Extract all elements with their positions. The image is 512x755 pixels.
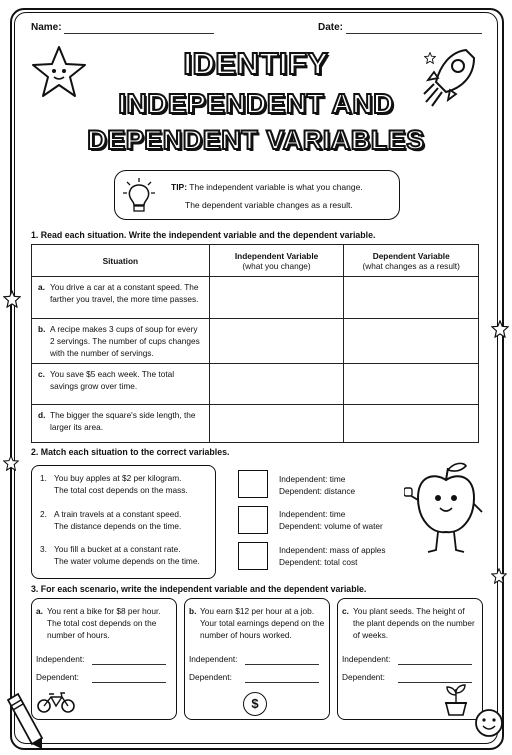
row-text: You drive a car at a constant speed. The farther you travel, the more time passes. [50, 282, 199, 304]
pencil-icon [2, 692, 46, 750]
star-icon [491, 320, 509, 338]
section-1-heading: 1. Read each situation. Write the independent variable and the dependent variable. [31, 230, 376, 240]
dependent-answer-line[interactable] [92, 682, 166, 683]
row-text: The bigger the square's side length, the larger its area. [50, 410, 196, 432]
item-line: You buy apples at $2 per kilogram. [54, 473, 182, 483]
name-field[interactable] [64, 33, 214, 34]
option-dependent: Dependent: volume of water [279, 521, 383, 531]
scenario-card [184, 598, 330, 720]
row-letter: d. [38, 410, 46, 420]
card-text: You plant seeds. The height of the plant depends on the number of weeks. [353, 606, 475, 640]
item-num: 2. [40, 509, 47, 519]
item-line: A train travels at a constant speed. [54, 509, 182, 519]
star-icon [3, 290, 21, 308]
match-item [40, 508, 212, 532]
table-row [32, 319, 479, 364]
item-line: The water volume depends on the time. [54, 556, 200, 566]
tip-label: TIP: [171, 182, 188, 192]
tip-line-2: The dependent variable changes as a result. [185, 200, 353, 210]
row-text: A recipe makes 3 cups of soup for every 2 servings. The number of cups changes with the number of servings. [50, 324, 200, 358]
section-3-heading: 3. For each scenario, write the independent variable and the dependent variable. [31, 584, 367, 594]
dependent-answer-line[interactable] [245, 682, 319, 683]
dependent-label: Dependent: [36, 672, 79, 682]
dependent-label: Dependent: [189, 672, 232, 682]
row-text: You save $5 each week. The total savings grow over time. [50, 369, 175, 391]
match-option [279, 544, 386, 568]
match-answer-box[interactable] [238, 470, 268, 498]
item-line: The total cost depends on the mass. [54, 485, 188, 495]
option-dependent: Dependent: distance [279, 486, 356, 496]
option-independent: Independent: time [279, 474, 346, 484]
card-text: You earn $12 per hour at a job. Your total earnings depend on the number of hours worked. [200, 606, 325, 640]
col-header-dependent: Dependent Variable [372, 250, 450, 261]
independent-answer-line[interactable] [92, 664, 166, 665]
tip-line-1: The independent variable is what you change. [189, 182, 363, 192]
col-header-independent: Independent Variable [234, 250, 319, 261]
independent-label: Independent: [342, 654, 391, 664]
answer-cell[interactable] [209, 319, 344, 364]
card-letter: c. [342, 606, 349, 616]
lightbulb-icon [121, 177, 157, 215]
title-line-2: INDEPENDENT AND [118, 88, 394, 119]
independent-answer-line[interactable] [245, 664, 319, 665]
match-item [40, 472, 212, 496]
match-answer-box[interactable] [238, 506, 268, 534]
option-independent: Independent: mass of apples [279, 545, 386, 555]
independent-label: Independent: [189, 654, 238, 664]
match-item [40, 543, 216, 567]
col-header-dependent-sub: (what changes as a result) [362, 260, 460, 271]
independent-answer-line[interactable] [398, 664, 472, 665]
apple-character-icon [404, 458, 488, 562]
answer-cell[interactable] [209, 405, 344, 443]
answer-cell[interactable] [344, 319, 479, 364]
match-option [279, 508, 383, 532]
answer-cell[interactable] [344, 405, 479, 443]
dollar-coin-icon: $ [243, 692, 267, 716]
scenario-card [31, 598, 177, 720]
col-header-independent-sub: (what you change) [242, 260, 311, 271]
row-letter: a. [38, 282, 45, 292]
name-label: Name: [31, 22, 62, 33]
title-line-3: DEPENDENT VARIABLES [87, 125, 425, 155]
table-row [32, 405, 479, 443]
item-num: 1. [40, 473, 47, 483]
item-line: The distance depends on the time. [54, 521, 182, 531]
star-icon [491, 568, 507, 584]
option-independent: Independent: time [279, 509, 346, 519]
tip-box [114, 170, 400, 220]
answer-cell[interactable] [344, 277, 479, 319]
item-num: 3. [40, 544, 47, 554]
date-label: Date: [318, 22, 344, 33]
variables-table [31, 244, 479, 443]
section-2-heading: 2. Match each situation to the correct variables. [31, 447, 230, 457]
star-icon [3, 455, 19, 471]
title-line-1: IDENTIFY [183, 46, 329, 81]
match-situations-box [31, 465, 216, 579]
independent-label: Independent: [36, 654, 85, 664]
match-answer-box[interactable] [238, 542, 268, 570]
plant-pot-icon [442, 681, 470, 717]
row-letter: c. [38, 369, 45, 379]
table-row [32, 277, 479, 319]
col-header-situation: Situation [32, 245, 210, 277]
card-letter: b. [189, 606, 197, 616]
smiley-icon [474, 708, 504, 738]
answer-cell[interactable] [209, 277, 344, 319]
card-letter: a. [36, 606, 43, 616]
answer-cell[interactable] [344, 364, 479, 405]
date-field[interactable] [346, 33, 482, 34]
answer-cell[interactable] [209, 364, 344, 405]
dependent-label: Dependent: [342, 672, 385, 682]
option-dependent: Dependent: total cost [279, 557, 358, 567]
table-row [32, 364, 479, 405]
row-letter: b. [38, 324, 46, 334]
card-text: You rent a bike for $8 per hour. The total cost depends on the number of hours. [47, 606, 161, 640]
item-line: You fill a bucket at a constant rate. [54, 544, 181, 554]
scenario-card [337, 598, 483, 720]
match-option [279, 473, 355, 497]
